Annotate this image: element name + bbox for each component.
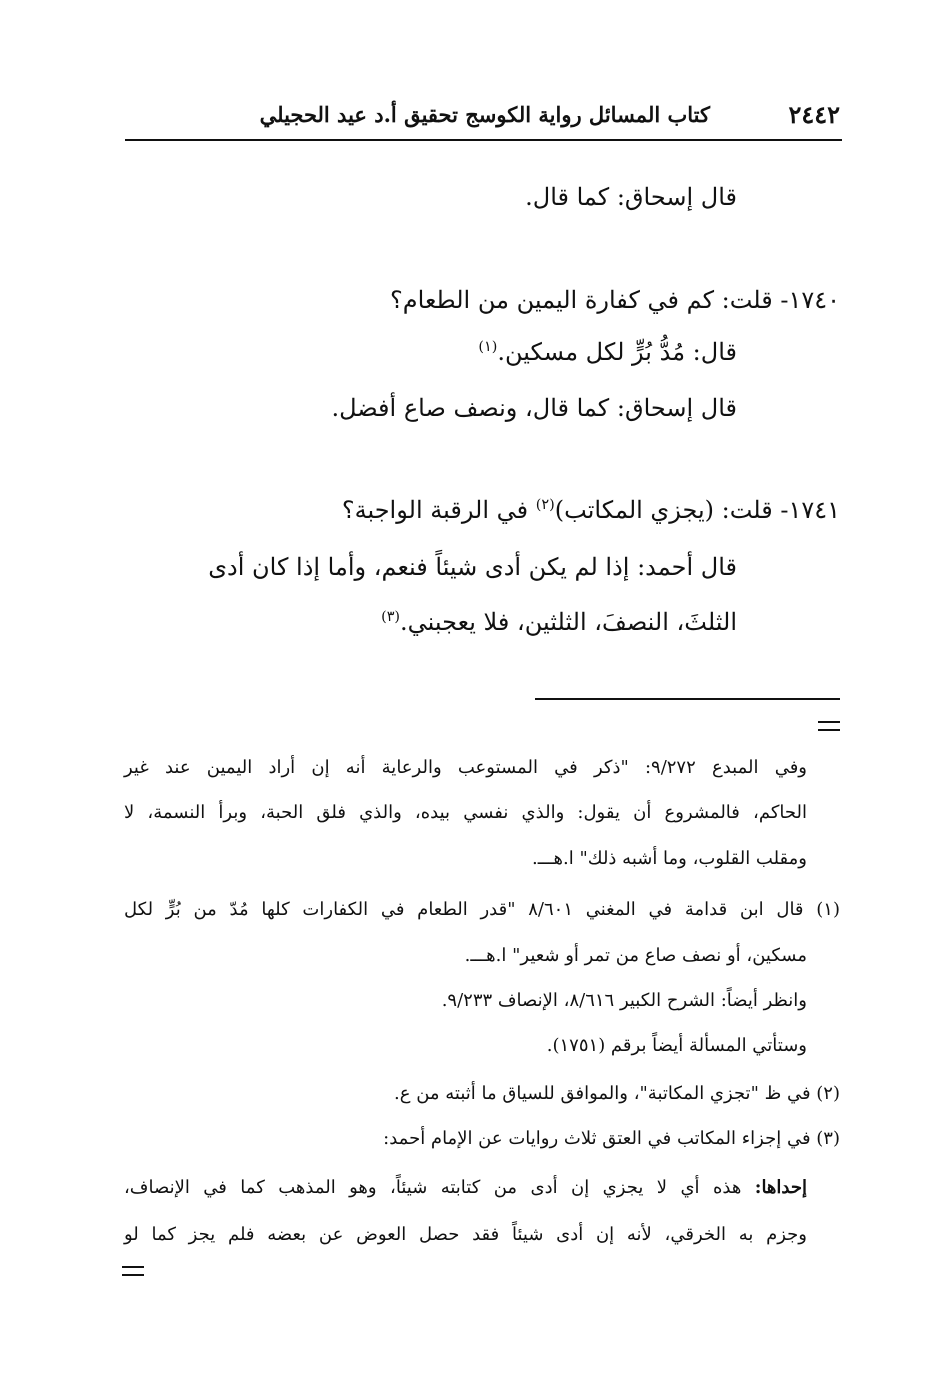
page-number: ٢٤٤٢ xyxy=(788,100,840,129)
footnote-3-line2-text: هذه أي لا يجزي إن أدى من كتابته شيئاً، وهو المذهب كما في الإنصاف، xyxy=(124,1177,755,1198)
running-header xyxy=(125,100,840,132)
question-1741-b: في الرقبة الواجبة؟ xyxy=(341,496,536,524)
footnote-3-line2 xyxy=(124,1177,807,1198)
continuation-mark-top xyxy=(818,721,840,731)
footnote-ref-3[interactable]: (٣) xyxy=(381,609,401,625)
ahmad-reply-line2 xyxy=(381,608,737,636)
footnote-carry-line1: وفي المبدع ٩/٢٧٢: "ذكر في المستوعب والرعاية أنه إن أراد اليمين عند غير xyxy=(124,757,807,778)
ishaq-reply-1740: قال إسحاق: كما قال، ونصف صاع أفضل. xyxy=(331,394,737,422)
continuation-mark-bottom xyxy=(122,1266,144,1276)
footnote-separator xyxy=(535,698,840,700)
footnote-3-line3: وجزم به الخرقي، لأنه إن أدى شيئاً فقد حصل العوض عن بعضه فلم يجز كما لو xyxy=(124,1224,807,1245)
footnote-carry-line3: ومقلب القلوب، وما أشبه ذلك" ا.هـــ. xyxy=(532,848,807,869)
footnote-ref-2[interactable]: (٢) xyxy=(535,497,555,513)
header-rule xyxy=(125,139,842,141)
footnote-2: (٢) في ظ "تجزي المكاتبة"، والموافق للسياق ما أثبته من ع. xyxy=(394,1083,840,1104)
footnote-1-line2: مسكين، أو نصف صاع من تمر أو شعير" ا.هـــ. xyxy=(464,945,807,966)
footnote-1-line3: وانظر أيضاً: الشرح الكبير ٨/٦١٦، الإنصاف ٩/٢٣٣. xyxy=(441,990,807,1011)
footnote-1-line4: وستأتي المسألة أيضاً برقم (١٧٥١). xyxy=(546,1035,807,1056)
question-1741-a: ١٧٤١- قلت: (يجزي المكاتب) xyxy=(554,496,840,524)
ahmad-reply-line1: قال أحمد: إذا لم يكن أدى شيئاً فنعم، وأما إذا كان أدى xyxy=(208,553,737,581)
answer-1740 xyxy=(478,338,737,366)
answer-1740-text: قال: مُدُّ بُرٍّ لكل مسكين. xyxy=(497,338,737,366)
ahmad-reply-line2-text: الثلثَ، النصفَ، الثلثين، فلا يعجبني. xyxy=(400,608,737,636)
book-title: كتاب المسائل رواية الكوسج تحقيق أ.د عيد الحجيلي xyxy=(259,102,710,127)
footnote-carry-line2: الحاكم، فالمشروع أن يقول: والذي نفسي بيده، والذي فلق الحبة، وبرأ النسمة، لا xyxy=(124,802,807,823)
footnote-3-label: إحداها: xyxy=(754,1177,807,1198)
question-1740: ١٧٤٠- قلت: كم في كفارة اليمين من الطعام؟ xyxy=(390,286,840,314)
footnote-1-line1: (١) قال ابن قدامة في المغني ٨/٦٠١ "قدر الطعام في الكفارات كلها مُدّ من بُرٍّ لكل xyxy=(124,899,840,920)
ishaq-reply-prev: قال إسحاق: كما قال. xyxy=(525,183,737,211)
footnote-ref-1[interactable]: (١) xyxy=(478,339,498,355)
question-1741 xyxy=(342,496,840,524)
footnote-3-line1: (٣) في إجزاء المكاتب في العتق ثلاث روايات عن الإمام أحمد: xyxy=(383,1128,840,1149)
